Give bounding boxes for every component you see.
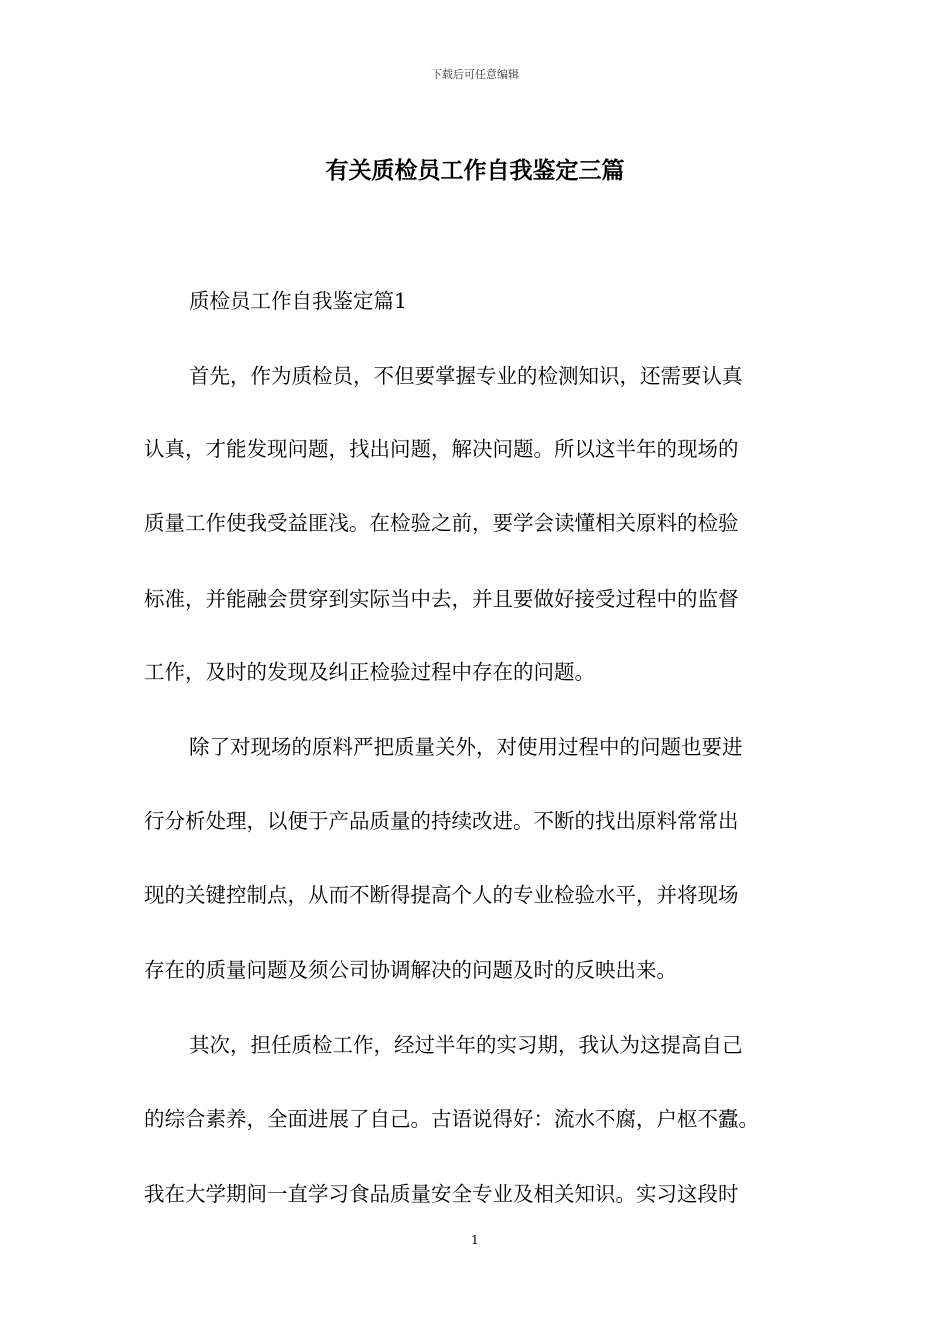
paragraph-line: 质量工作使我受益匪浅。在检验之前，要学会读懂相关原料的检验 xyxy=(144,511,739,535)
paragraph-line: 存在的质量问题及须公司协调解决的问题及时的反映出来。 xyxy=(144,958,677,982)
paragraph-line: 除了对现场的原料严把质量关外，对使用过程中的问题也要进 xyxy=(189,735,743,759)
header-note: 下载后可任意编辑 xyxy=(431,68,519,81)
paragraph-line: 标准，并能融会贯穿到实际当中去，并且要做好接受过程中的监督 xyxy=(144,587,739,611)
page-number: 1 xyxy=(471,1233,479,1247)
paragraph-line: 现的关键控制点，从而不断得提高个人的专业检验水平，并将现场 xyxy=(144,883,739,907)
paragraph-line: 工作，及时的发现及纠正检验过程中存在的问题。 xyxy=(144,660,595,684)
paragraph-line: 其次，担任质检工作，经过半年的实习期，我认为这提高自己 xyxy=(189,1033,743,1057)
paragraph-line: 行分析处理，以便于产品质量的持续改进。不断的找出原料常常出 xyxy=(144,809,739,833)
paragraph-line: 认真，才能发现问题，找出问题，解决问题。所以这半年的现场的 xyxy=(144,437,739,461)
section-heading: 质检员工作自我鉴定篇1 xyxy=(189,289,408,313)
paragraph-line: 我在大学期间一直学习食品质量安全专业及相关知识。实习这段时 xyxy=(144,1182,739,1206)
document-title: 有关质检员工作自我鉴定三篇 xyxy=(325,157,625,184)
paragraph-line: 的综合素养，全面进展了自己。古语说得好：流水不腐，户枢不蠹。 xyxy=(144,1107,759,1131)
paragraph-line: 首先，作为质检员，不但要掌握专业的检测知识，还需要认真 xyxy=(189,364,743,388)
